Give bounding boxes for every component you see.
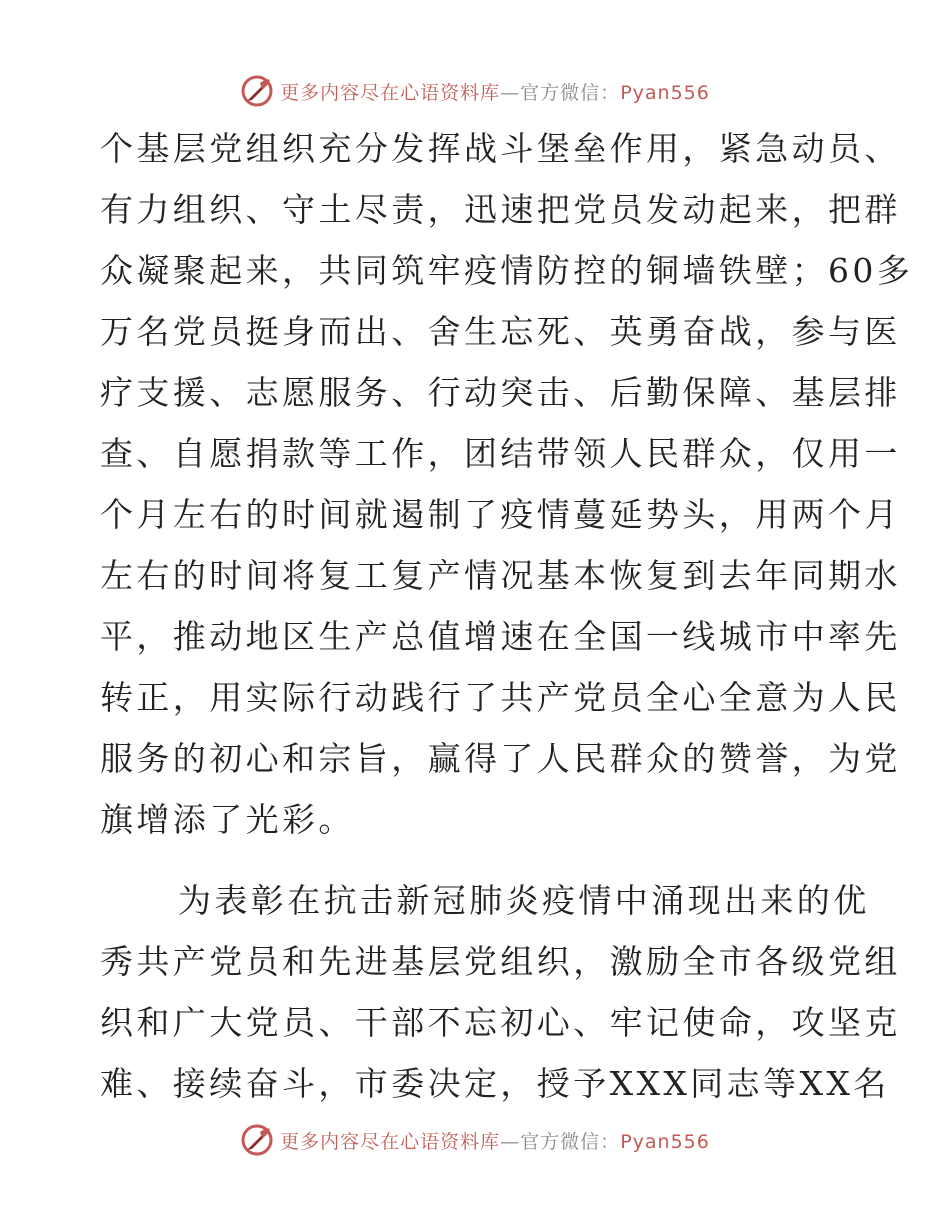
paragraph-line: 秀共产党员和先进基层党组织，激励全市各级党组 xyxy=(100,942,901,981)
quill-logo-icon xyxy=(240,74,274,108)
paragraph-line: 万名党员挺身而出、舍生忘死、英勇奋战，参与医 xyxy=(100,312,901,351)
watermark-text xyxy=(280,78,710,105)
watermark-wechat-id: Pyan556 xyxy=(620,81,710,104)
paragraph-line: 个月左右的时间就遏制了疫情蔓延势头，用两个月 xyxy=(100,495,901,534)
watermark-wechat-label: 官方微信： xyxy=(520,81,621,104)
paragraph-2 xyxy=(100,870,901,1114)
watermark-separator: — xyxy=(500,1130,521,1153)
document-body xyxy=(100,118,914,1114)
paragraph-line: 服务的初心和宗旨，赢得了人民群众的赞誉，为党 xyxy=(100,739,901,778)
watermark-separator: — xyxy=(500,81,521,104)
paragraph-1 xyxy=(100,118,914,850)
paragraph-line: 转正，用实际行动践行了共产党员全心全意为人民 xyxy=(100,678,901,717)
paragraph-line: 有力组织、守土尽责，迅速把党员发动起来，把群 xyxy=(100,190,901,229)
watermark-wechat-label: 官方微信： xyxy=(520,1130,621,1153)
paragraph-line: 疗支援、志愿服务、行动突击、后勤保障、基层排 xyxy=(100,373,901,412)
paragraph-line: 左右的时间将复工复产情况基本恢复到去年同期水 xyxy=(100,556,901,595)
paragraph-line: 个基层党组织充分发挥战斗堡垒作用，紧急动员、 xyxy=(100,129,901,168)
paragraph-line: 平，推动地区生产总值增速在全国一线城市中率先 xyxy=(100,617,901,656)
paragraph-line: 众凝聚起来，共同筑牢疫情防控的铜墙铁壁；60多 xyxy=(100,251,914,290)
watermark-prefix: 更多内容尽在心语资料库 xyxy=(280,81,501,104)
paragraph-line: 织和广大党员、干部不忘初心、牢记使命，攻坚克 xyxy=(100,1003,901,1042)
watermark-text xyxy=(280,1127,710,1154)
paragraph-line: 难、接续奋斗，市委决定，授予XXX同志等XX名 xyxy=(100,1064,890,1103)
paragraph-line: 为表彰在抗击新冠肺炎疫情中涌现出来的优 xyxy=(178,881,870,920)
watermark-wechat-id: Pyan556 xyxy=(620,1130,710,1153)
paragraph-spacer xyxy=(100,850,845,870)
paragraph-line: 查、自愿捐款等工作，团结带领人民群众，仅用一 xyxy=(100,434,901,473)
header-watermark xyxy=(0,71,950,111)
paragraph-line: 旗增添了光彩。 xyxy=(100,800,355,839)
watermark-prefix: 更多内容尽在心语资料库 xyxy=(280,1130,501,1153)
footer-watermark xyxy=(0,1120,950,1160)
quill-logo-icon xyxy=(240,1123,274,1157)
